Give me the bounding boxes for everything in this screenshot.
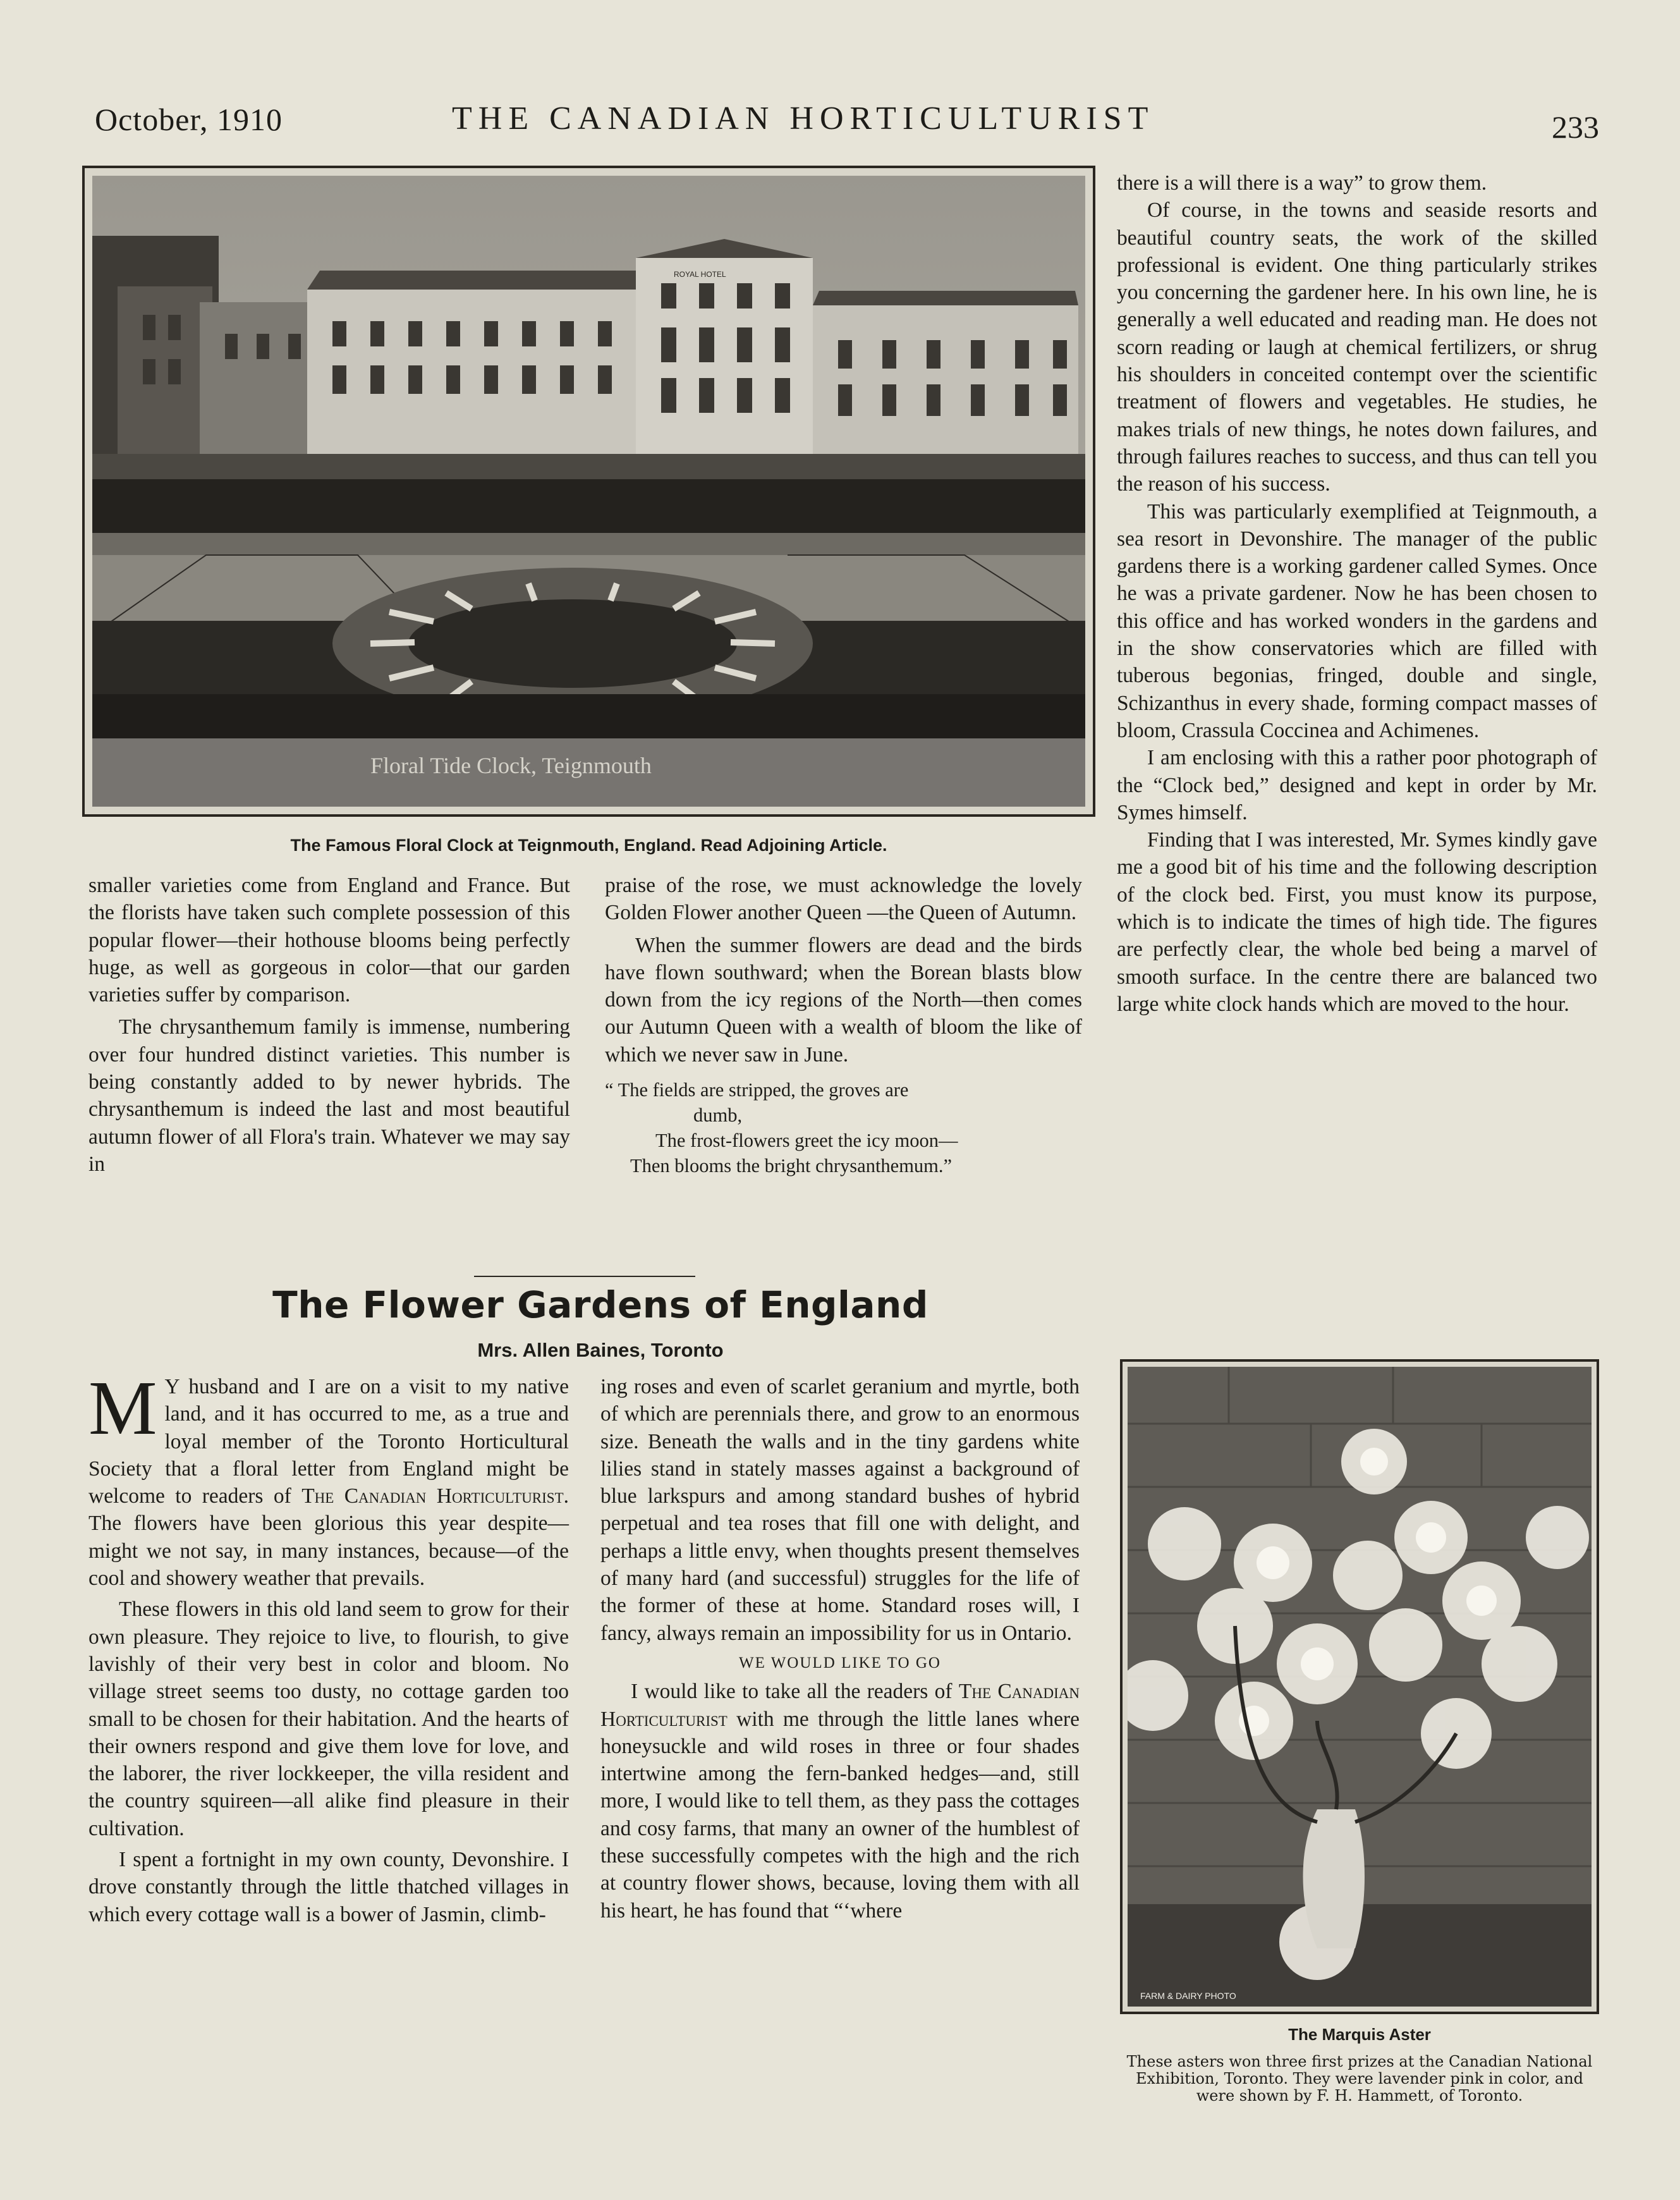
chrysanthemum-column-2 <box>605 872 1082 1178</box>
right-p2: Of course, in the towns and seaside resorts and beautiful country seats, the work of the skilled professional is evident. One thing particularly strikes you concerning the gardener here. In his own line, he is generally a well educated and reading man. He does not scorn reading or laugh at chemical fertilizers, or shrug his shoulders in conceited contempt over the scientific treatment of flowers and vegetables. He studies, he makes trials of new things, he notes down failures, and through failures reaches to success, and thus can tell you the reason of his success. <box>1117 199 1597 496</box>
article-column-1 <box>88 1366 569 1928</box>
chrysanthemum-col1-p1: smaller varieties come from England and France. But the florists have taken such complete possession of this popular flower—their hothouse blooms being perfectly huge, as well as gorgeous in color—that our garden varieties suffer by comparison. <box>88 874 570 1007</box>
article-p1-text: Y husband and I are on a visit to my native land, and it has occurred to me, as a true and loyal member of the Toronto Horticultural Society that a floral letter from England might be welcome to readers of <box>88 1375 569 1508</box>
hotel-sign: ROYAL HOTEL <box>674 270 726 279</box>
article-title: The Flower Gardens of England <box>272 1283 928 1326</box>
right-p4: I am enclosing with this a rather poor photograph of the “Clock bed,” designed and kept in order by Mr. Symes himself. <box>1117 746 1597 824</box>
masthead: THE CANADIAN HORTICULTURIST <box>452 101 1155 137</box>
article-col2-p2-end: with me through the little lanes where honeysuckle and wild roses in three or four shades intertwine among the fern-banked hedges—and, still more, I would like to tell them, as they pass the cottages and cosy farms, that many an owner of the humblest of these successfully competes with the high and the rich at country flower shows, because, loving them with all his heart, he has found that “‘where <box>600 1707 1080 1922</box>
article-p1 <box>88 1366 569 1592</box>
right-p5: Finding that I was interested, Mr. Symes kindly gave me a good bit of his time and the following description of the clock bed. First, you must know its purpose, which is to indicate the times of high tide. The figures are perfectly clear, the whole bed being a marvel of smooth surface. In the centre there are balanced two large white clock hands which are moved to the hour. <box>1117 828 1597 1016</box>
chrysanthemum-col1-p2: The chrysanthemum family is immense, numbering over four hundred distinct varieties. This number is being constantly added to by newer hybrids. The chrysanthemum is indeed the last and most beautiful autumn flower of all Flora's train. Whatever we may say in <box>88 1015 570 1176</box>
section-divider <box>474 1276 695 1277</box>
chrysanthemum-col2-p1: praise of the rose, we must acknowledge the lovely Golden Flower another Queen —the Queen of Autumn. <box>605 874 1082 925</box>
page-number: 233 <box>1552 109 1599 145</box>
issue-date: October, 1910 <box>95 102 283 137</box>
poem-line-3: The frost-flowers greet the icy moon— <box>655 1130 958 1152</box>
chrysanthemum-column-1 <box>88 872 570 1178</box>
marquis-aster-photo <box>1120 1359 1599 2014</box>
article-p2: These flowers in this old land seem to grow for their own pleasure. They rejoice to live, to flourish, to give lavishly of their very best in color and bloom. No village street seems too dusty, no cottage garden too small to be chosen for their habitation. And the hearts of their owners respond and give them love for love, and the laborer, the river lockkeeper, the villa resident and the country squireen—all alike find pleasure in their cultivation. <box>88 1598 569 1840</box>
floral-clock-illustration <box>92 176 1085 807</box>
clock-bed-text: Floral Tide Clock, Teignmouth <box>370 753 652 778</box>
floral-clock-image <box>92 176 1085 807</box>
article-col2-p2 <box>600 1678 1080 1924</box>
article-byline: Mrs. Allen Baines, Toronto <box>477 1339 724 1361</box>
poem-line-1: “ The fields are stripped, the groves are <box>605 1079 909 1101</box>
article-subhead: WE WOULD LIKE TO GO <box>739 1654 941 1671</box>
aster-illustration <box>1128 1367 1592 2007</box>
article-col2-p1: ing roses and even of scarlet geranium and myrtle, both of which are perennials there, and grow to an enormous size. Beneath the walls and in the tiny gardens white lilies stand in stately masses against a background of blue larkspurs and among standard bushes of hybrid perpetual and tea roses that fill one with delight, and perhaps a little envy, when thoughts present themselves of many hard (and successful) struggles for the life of the former of these at home. Standard roses will, I fancy, always remain an impossibility for us in Ontario. <box>600 1375 1080 1645</box>
floral-clock-caption: The Famous Floral Clock at Teignmouth, England. Read Adjoining Article. <box>290 836 887 855</box>
article-col2-p2-start: I would like to take all the readers of <box>631 1680 953 1704</box>
poem-line-2: dumb, <box>693 1104 743 1127</box>
poem-line-4: Then blooms the bright chrysanthemum.” <box>630 1155 953 1177</box>
floral-clock-photo <box>82 166 1095 817</box>
photo-credit: FARM & DAIRY PHOTO <box>1140 1991 1236 2001</box>
right-p3: This was particularly exemplified at Teignmouth, a sea resort in Devonshire. The manager of the public gardens there is a working gardener called Symes. Once he was a private gardener. Now he has been chosen to this office and has worked wonders in the gardens and in the show conservatories which are filled with tuberous begonias, fringed, double and single, Schizanthus in every shade, forming compact masses of bloom, Crassula Coccinea and Achimenes. <box>1117 499 1597 742</box>
aster-caption: These asters won three first prizes at the Canadian National Exhibition, Toronto. They were lavender pink in color, and were shown by F. H. Hammett, of Toronto. <box>1126 2053 1593 2105</box>
chrysanthemum-col2-p2: When the summer flowers are dead and the birds have flown southward; when the Borean blasts blow down from the icy regions of the North—then comes our Autumn Queen with a wealth of bloom the like of which we never saw in June. <box>605 933 1082 1066</box>
page-header <box>95 95 1599 145</box>
chrysanthemum-poem <box>605 1077 1082 1178</box>
article-column-2 <box>600 1373 1080 1924</box>
article-p3: I spent a fortnight in my own county, Devonshire. I drove constantly through the little thatched villages in which every cottage wall is a bower of Jasmin, climb- <box>88 1848 569 1926</box>
right-p1: there is a will there is a way” to grow them. <box>1117 171 1487 195</box>
magazine-name-2: The Canadian Horticulturist <box>600 1680 1080 1731</box>
drop-cap: M <box>88 1366 157 1451</box>
marquis-aster-image <box>1128 1367 1592 2007</box>
aster-caption-title: The Marquis Aster <box>1288 2025 1431 2044</box>
magazine-name: The Canadian Horticulturist <box>301 1484 564 1508</box>
article-p1-end: . The flowers have been glorious this year despite—might we not say, in many instances, because—of the cool and showery weather that prevails. <box>88 1484 569 1591</box>
right-column <box>1117 169 1597 1018</box>
